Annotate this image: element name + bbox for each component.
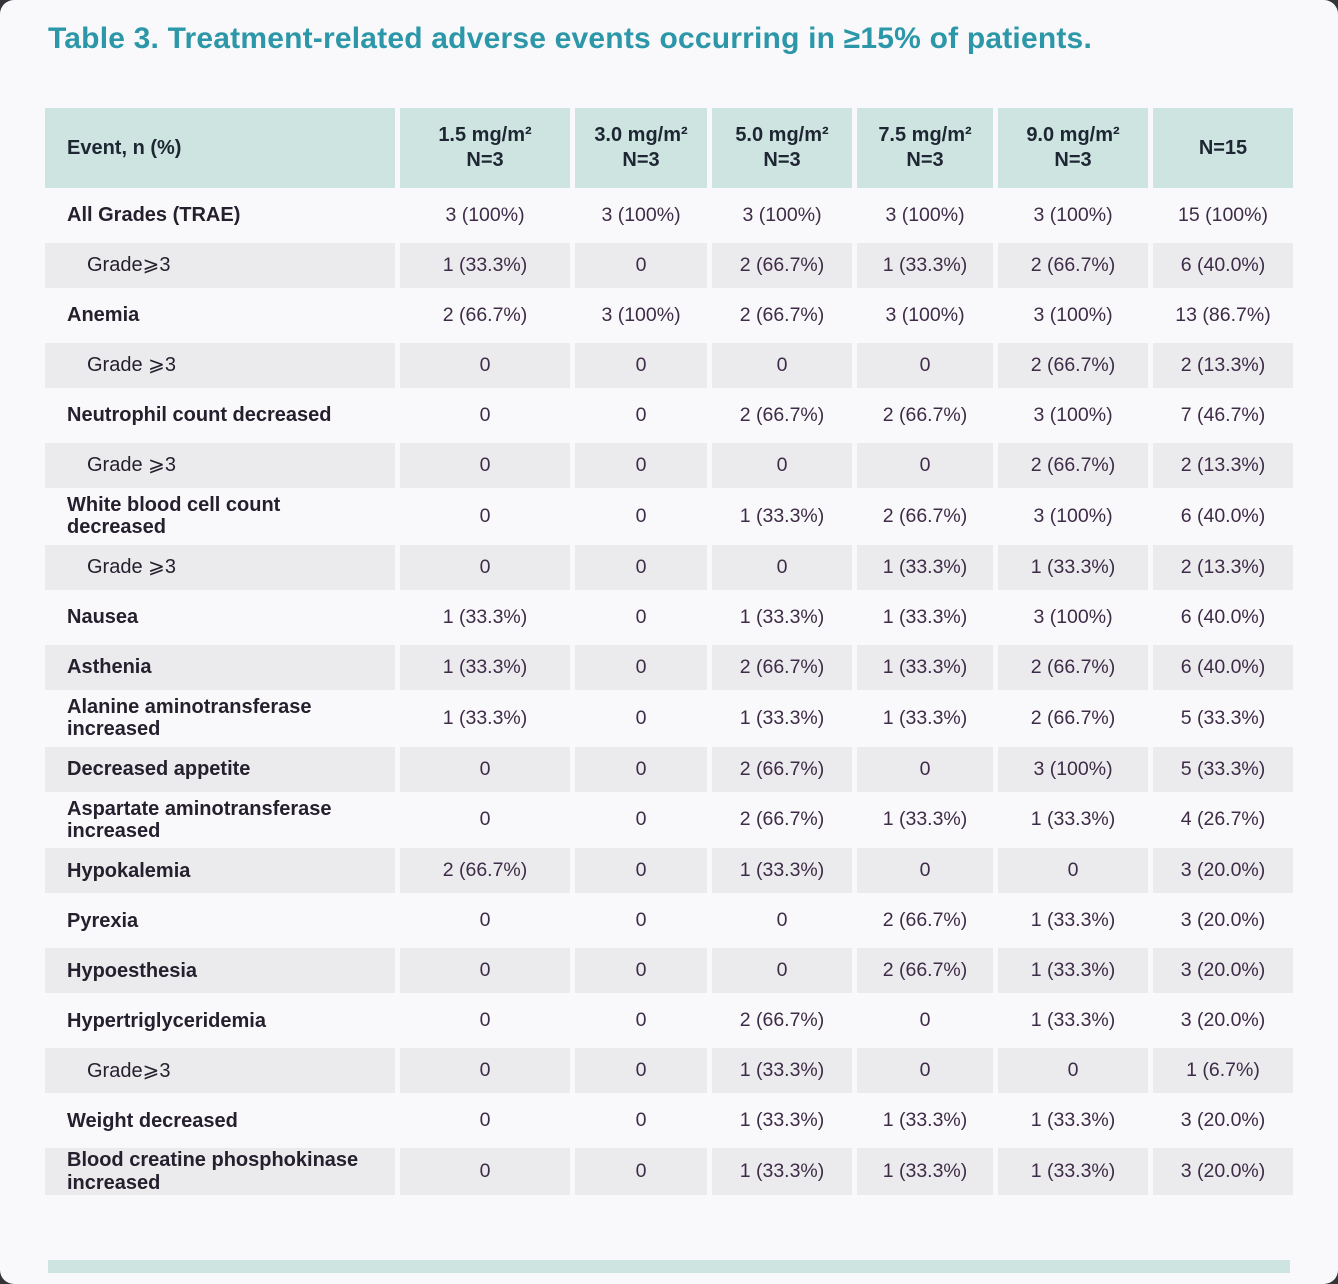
value-cell: 3 (100%): [1033, 504, 1113, 527]
dose-label: 9.0 mg/m²: [1026, 124, 1120, 146]
column-header-dose-3: [712, 108, 852, 188]
table-row: [45, 595, 1293, 640]
event-name-cell: Anemia: [67, 304, 140, 327]
value-cell: 1 (33.3%): [1030, 1109, 1116, 1132]
value-cell: 0: [575, 343, 707, 388]
value-cell: 3 (100%): [1033, 605, 1113, 628]
value-cell: 2 (66.7%): [739, 808, 825, 831]
table-row: [45, 1098, 1293, 1143]
table-row: [45, 293, 1293, 338]
value-cell: 3 (20.0%): [1180, 1109, 1266, 1132]
value-cell: 1 (33.3%): [1030, 808, 1116, 831]
value-cell: 3 (100%): [885, 304, 965, 326]
value-cell: 7 (46.7%): [1180, 404, 1266, 426]
value-cell: 1 (33.3%): [400, 645, 570, 690]
value-cell: 15 (100%): [1178, 204, 1268, 226]
value-cell: 1 (33.3%): [882, 808, 968, 831]
value-cell: 0: [635, 706, 647, 729]
table-row: [45, 645, 1293, 690]
dose-label: 3.0 mg/m²: [594, 124, 688, 146]
table-row: [45, 747, 1293, 792]
value-cell: 6 (40.0%): [1153, 645, 1293, 690]
page-title: Table 3. Treatment-related adverse events occurring in ≥15% of patients.: [48, 22, 1092, 55]
value-cell: 0: [400, 948, 570, 993]
value-cell: 1 (33.3%): [712, 1148, 852, 1195]
table-row: [45, 1148, 1293, 1195]
value-cell: 3 (20.0%): [1153, 848, 1293, 893]
value-cell: 1 (33.3%): [857, 645, 993, 690]
value-cell: 0: [479, 909, 491, 932]
value-cell: 2 (66.7%): [1030, 706, 1116, 729]
event-name-cell: Nausea: [67, 606, 139, 629]
value-cell: 0: [575, 645, 707, 690]
value-cell: 1 (33.3%): [882, 706, 968, 729]
value-cell: 2 (66.7%): [882, 504, 968, 527]
dose-label: 1.5 mg/m²: [438, 124, 532, 146]
value-cell: 3 (20.0%): [1180, 1009, 1266, 1032]
value-cell: 0: [712, 545, 852, 590]
value-cell: 2 (66.7%): [739, 404, 825, 426]
event-name-cell: Hypokalemia: [45, 848, 395, 893]
table-row: [45, 898, 1293, 943]
value-cell: 6 (40.0%): [1153, 243, 1293, 288]
value-cell: 0: [635, 605, 647, 628]
value-cell: 0: [479, 1009, 491, 1032]
value-cell: 0: [479, 1109, 491, 1132]
n-label: N=3: [763, 149, 801, 171]
value-cell: 2 (66.7%): [998, 443, 1148, 488]
event-name-cell: Blood creatine phosphokinase increased: [45, 1148, 395, 1195]
n-label: N=3: [1054, 149, 1092, 171]
value-cell: 1 (33.3%): [882, 1109, 968, 1132]
value-cell: 0: [635, 1109, 647, 1132]
value-cell: 1 (33.3%): [739, 504, 825, 527]
value-cell: 1 (33.3%): [442, 706, 528, 729]
n-label: N=3: [466, 149, 504, 171]
value-cell: 0: [575, 747, 707, 792]
value-cell: 0: [635, 808, 647, 831]
table-row: [45, 343, 1293, 388]
table-row: [45, 193, 1293, 238]
value-cell: 1 (33.3%): [857, 243, 993, 288]
value-cell: 0: [400, 545, 570, 590]
value-cell: 2 (66.7%): [882, 404, 968, 426]
event-subgrade-cell: Grade⩾3: [45, 243, 395, 288]
value-cell: 6 (40.0%): [1180, 504, 1266, 527]
value-cell: 0: [575, 443, 707, 488]
column-header-total: N=15: [1153, 108, 1293, 188]
header-row: [45, 108, 1293, 188]
table-row: [45, 493, 1293, 540]
value-cell: 2 (66.7%): [998, 243, 1148, 288]
value-cell: 2 (66.7%): [712, 747, 852, 792]
value-cell: 0: [776, 909, 788, 932]
value-cell: 2 (66.7%): [998, 343, 1148, 388]
value-cell: 2 (66.7%): [712, 645, 852, 690]
value-cell: 0: [998, 1048, 1148, 1093]
table-row: [45, 443, 1293, 488]
value-cell: 2 (66.7%): [400, 848, 570, 893]
value-cell: 1 (33.3%): [739, 1109, 825, 1132]
table-row: [45, 998, 1293, 1043]
dose-label: 5.0 mg/m²: [735, 124, 829, 146]
value-cell: 2 (66.7%): [739, 1009, 825, 1032]
value-cell: 3 (100%): [1033, 404, 1113, 426]
n-label: N=3: [622, 149, 660, 171]
event-name-cell: All Grades (TRAE): [67, 204, 241, 227]
value-cell: 0: [575, 1048, 707, 1093]
event-name-cell: Alanine aminotransferase increased: [67, 695, 312, 741]
value-cell: 1 (33.3%): [739, 706, 825, 729]
value-cell: 0: [400, 443, 570, 488]
value-cell: 1 (33.3%): [739, 605, 825, 628]
value-cell: 0: [857, 443, 993, 488]
value-cell: 0: [400, 343, 570, 388]
value-cell: 3 (20.0%): [1153, 948, 1293, 993]
event-subgrade-cell: Grade ⩾3: [45, 343, 395, 388]
value-cell: 3 (100%): [1033, 204, 1113, 226]
value-cell: 2 (66.7%): [739, 304, 825, 326]
value-cell: 2 (66.7%): [857, 948, 993, 993]
event-name-cell: Weight decreased: [67, 1109, 238, 1132]
value-cell: 0: [919, 1009, 931, 1032]
event-name-cell: Hypoesthesia: [45, 948, 395, 993]
table-row: [45, 243, 1293, 288]
value-cell: 0: [479, 504, 491, 527]
event-name-cell: Asthenia: [45, 645, 395, 690]
value-cell: 0: [575, 243, 707, 288]
table-row: [45, 545, 1293, 590]
value-cell: 0: [575, 1148, 707, 1195]
n-label: N=3: [906, 149, 944, 171]
value-cell: 1 (33.3%): [857, 545, 993, 590]
value-cell: 0: [479, 808, 491, 831]
table-row: [45, 393, 1293, 438]
value-cell: 0: [857, 848, 993, 893]
value-cell: 3 (100%): [601, 204, 681, 226]
value-cell: 0: [712, 343, 852, 388]
value-cell: 1 (33.3%): [998, 948, 1148, 993]
value-cell: 1 (33.3%): [1030, 1009, 1116, 1032]
value-cell: 0: [857, 747, 993, 792]
column-header-dose-2: [575, 108, 707, 188]
table-row: [45, 948, 1293, 993]
value-cell: 1 (33.3%): [712, 848, 852, 893]
value-cell: 1 (33.3%): [998, 1148, 1148, 1195]
column-header-dose-1: [400, 108, 570, 188]
value-cell: 1 (6.7%): [1153, 1048, 1293, 1093]
value-cell: 3 (100%): [885, 204, 965, 226]
value-cell: 1 (33.3%): [998, 545, 1148, 590]
event-subgrade-cell: Grade ⩾3: [45, 443, 395, 488]
adverse-events-table: [40, 103, 1298, 1200]
value-cell: 0: [575, 545, 707, 590]
value-cell: 0: [575, 848, 707, 893]
value-cell: 4 (26.7%): [1180, 808, 1266, 831]
value-cell: 2 (13.3%): [1153, 443, 1293, 488]
table-row: [45, 1048, 1293, 1093]
value-cell: 0: [712, 948, 852, 993]
column-header-event: Event, n (%): [45, 108, 395, 188]
value-cell: 1 (33.3%): [400, 243, 570, 288]
event-name-cell: Neutrophil count decreased: [67, 404, 332, 427]
value-cell: 5 (33.3%): [1180, 706, 1266, 729]
event-name-cell: Decreased appetite: [45, 747, 395, 792]
value-cell: 1 (33.3%): [1030, 909, 1116, 932]
value-cell: 1 (33.3%): [857, 1148, 993, 1195]
footer-accent-bar: [48, 1260, 1290, 1273]
value-cell: 0: [635, 1009, 647, 1032]
value-cell: 0: [712, 443, 852, 488]
value-cell: 5 (33.3%): [1153, 747, 1293, 792]
value-cell: 6 (40.0%): [1180, 605, 1266, 628]
value-cell: 0: [998, 848, 1148, 893]
dose-label: 7.5 mg/m²: [878, 124, 972, 146]
value-cell: 2 (13.3%): [1153, 545, 1293, 590]
value-cell: 3 (100%): [445, 204, 525, 226]
value-cell: 0: [635, 404, 647, 426]
value-cell: 1 (33.3%): [712, 1048, 852, 1093]
value-cell: 0: [635, 504, 647, 527]
column-header-dose-5: [998, 108, 1148, 188]
value-cell: 0: [857, 1048, 993, 1093]
value-cell: 0: [479, 404, 491, 426]
table-row: [45, 848, 1293, 893]
value-cell: 13 (86.7%): [1175, 304, 1271, 326]
event-subgrade-cell: Grade⩾3: [45, 1048, 395, 1093]
value-cell: 3 (100%): [1033, 304, 1113, 326]
value-cell: 0: [400, 747, 570, 792]
column-header-dose-4: [857, 108, 993, 188]
value-cell: 0: [575, 948, 707, 993]
value-cell: 3 (20.0%): [1153, 1148, 1293, 1195]
value-cell: 3 (100%): [998, 747, 1148, 792]
table-row: [45, 695, 1293, 742]
value-cell: 0: [400, 1048, 570, 1093]
event-name-cell: Aspartate aminotransferase increased: [67, 797, 332, 842]
value-cell: 1 (33.3%): [882, 605, 968, 628]
table-row: [45, 797, 1293, 844]
value-cell: 2 (13.3%): [1153, 343, 1293, 388]
value-cell: 2 (66.7%): [442, 304, 528, 326]
value-cell: 1 (33.3%): [442, 605, 528, 628]
value-cell: 3 (100%): [742, 204, 822, 226]
value-cell: 2 (66.7%): [882, 909, 968, 932]
value-cell: 0: [635, 909, 647, 932]
event-name-cell: Hypertriglyceridemia: [67, 1009, 266, 1032]
event-name-cell: White blood cell count decreased: [67, 494, 281, 539]
value-cell: 0: [400, 1148, 570, 1195]
value-cell: 2 (66.7%): [712, 243, 852, 288]
value-cell: 3 (100%): [601, 304, 681, 326]
event-subgrade-cell: Grade ⩾3: [45, 545, 395, 590]
value-cell: 0: [857, 343, 993, 388]
event-name-cell: Pyrexia: [67, 909, 139, 932]
value-cell: 2 (66.7%): [998, 645, 1148, 690]
value-cell: 3 (20.0%): [1180, 909, 1266, 932]
